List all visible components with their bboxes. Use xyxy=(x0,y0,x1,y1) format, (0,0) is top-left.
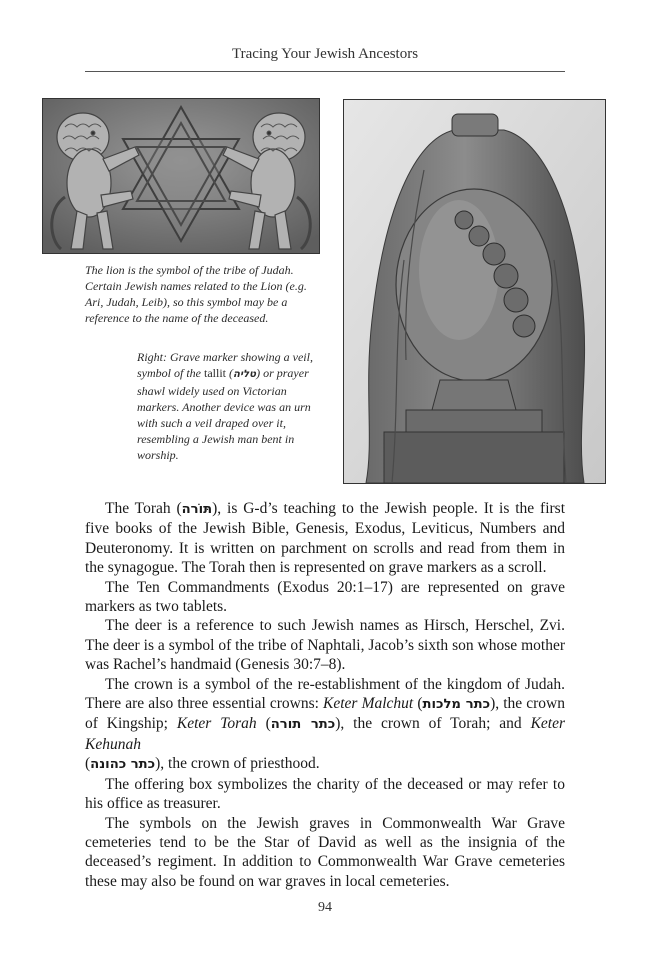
term-keter-kehunah: Keter Kehunah xyxy=(85,715,565,753)
term-keter-torah: Keter Torah xyxy=(176,715,257,733)
hebrew-torah: תּוֹרה xyxy=(181,502,213,517)
hebrew-keter-kehunah: כתר כהונה xyxy=(90,757,156,773)
hebrew-keter-torah: כתר תורה xyxy=(270,717,336,733)
paragraph-deer: The deer is a reference to such Jewish names as Hirsch, Herschel, Zvi. The deer is a symbol of the tribe of Naphtali, Jacob’s sixth son whose mother was Rachel’s handmaid (Genesis 30:7–8). xyxy=(85,617,565,674)
paragraph-torah xyxy=(85,499,565,578)
hebrew-keter-malchut: כתר מלכות xyxy=(422,697,491,713)
text-run: The Torah ( xyxy=(105,500,182,517)
body-text xyxy=(85,499,565,891)
lion-star-of-david-photo xyxy=(42,98,320,254)
page-number: 94 xyxy=(318,900,332,915)
text-run: , the crown of Kingship; xyxy=(85,695,566,733)
paragraph-war-graves: The symbols on the Jewish graves in Commonwealth War Grave cemeteries tend to be the Star of David as well as the insignia of the deceased’s regiment. In addition to Commonwealth War Grave cemeteries these may also be found on war graves in local cemeteries. xyxy=(85,814,565,890)
caption-text: ( xyxy=(226,366,233,380)
paragraph-crown: The crown is a symbol of the re-establishment of the kingdom of Judah. There are also three essential crowns: Keter Malchut (כתר מלכות), the crown of Kingship; Keter Torah (כתר תורה), the crown of Torah; and Keter Kehunah (כתר כהונה), the crown of priesthood. xyxy=(85,675,566,773)
paragraph-offering-box: The offering box symbolizes the charity of the deceased or may refer to his office as treasurer. xyxy=(85,775,565,813)
paragraph-commandments: The Ten Commandments (Exodus 20:1–17) are represented on grave markers as two tablets. xyxy=(85,578,565,616)
caption-text: ) or prayer shawl widely used on Victorian markers. Another device was an urn with such a veil draped over it, resembling a Jewish man bent in worship. xyxy=(137,366,311,462)
text-run: The crown is a symbol of the re-establishment of the kingdom of Judah. There are also three essential crowns: xyxy=(85,675,565,713)
text-run: , the crown of Torah; and xyxy=(340,715,531,733)
lion-photo-caption: The lion is the symbol of the tribe of Judah. Certain Jewish names related to the Lion (e.g. Ari, Judah, Leib), so this symbol may be a reference to the name of the deceased. xyxy=(85,263,307,325)
caption-hebrew-tallit: טליה xyxy=(233,369,257,380)
header-rule xyxy=(85,71,565,72)
urn-photo-caption xyxy=(137,349,332,463)
text-run: ), is G-d’s teaching to the Jewish people. It is the first five books of the Jewish Bible, Genesis, Exodus, Leviticus, Numbers and Deuteronomy. It is written on parchment on scrolls and read from them in the synagogue. The Torah then is represented on grave markers as a scroll. xyxy=(85,500,565,577)
running-head: Tracing Your Jewish Ancestors xyxy=(231,46,419,62)
caption-text: Right: Grave marker showing a veil, symbol of the xyxy=(137,350,313,380)
term-keter-malchut: Keter Malchut xyxy=(323,695,414,713)
veiled-urn-grave-marker-photo xyxy=(343,99,606,484)
caption-tallit-word: tallit xyxy=(204,366,226,380)
text-run: , the crown of priesthood. xyxy=(160,755,320,773)
